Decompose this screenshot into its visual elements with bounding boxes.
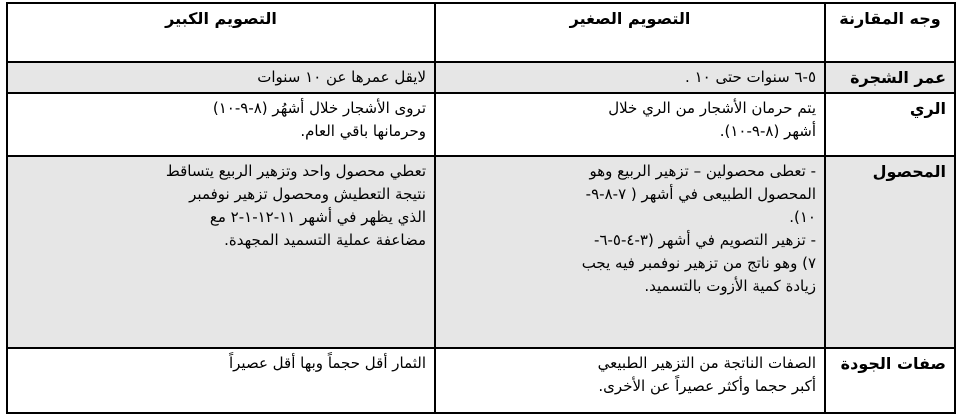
cell-line: الثمار أقل حجماً وبها أقل عصيراً	[228, 354, 426, 373]
cell-line: تعطي محصول واحد وتزهير الربيع يتساقط	[165, 161, 426, 180]
header-cell-small-pruning: التصويم الصغير	[435, 3, 825, 62]
cell-line: ١٠).	[789, 207, 816, 226]
cell-large-pruning	[7, 62, 435, 93]
cell-line: نتيجة التعطيش ومحصول تزهير نوفمبر	[189, 184, 426, 203]
table-row	[7, 156, 955, 348]
row-label: المحصول	[825, 156, 955, 348]
cell-small-pruning	[435, 93, 825, 156]
header-cell-aspect: وجه المقارنة	[825, 3, 955, 62]
row-label: الري	[825, 93, 955, 156]
header-row	[7, 3, 955, 62]
table-row	[7, 93, 955, 156]
cell-line: - تزهير التصويم في أشهر (٣-٤-٥-٦-	[594, 230, 816, 249]
cell-line: ٥-٦ سنوات حتى ١٠ .	[685, 67, 816, 86]
cell-large-pruning	[7, 156, 435, 348]
cell-small-pruning	[435, 156, 825, 348]
cell-line: ٧) وهو ناتج من تزهير نوفمبر فيه يجب	[581, 253, 816, 272]
cell-large-pruning	[7, 93, 435, 156]
table-row	[7, 62, 955, 93]
row-label: عمر الشجرة	[825, 62, 955, 93]
header-cell-large-pruning: التصويم الكبير	[7, 3, 435, 62]
cell-line: زيادة كمية الأزوت بالتسميد.	[644, 276, 816, 295]
cell-line: لايقل عمرها عن ١٠ سنوات	[257, 67, 426, 86]
cell-line: تروى الأشجار خلال أشهُر (٨-٩-١٠)	[212, 99, 426, 118]
cell-line: مضاعفة عملية التسميد المجهدة.	[224, 230, 426, 249]
cell-line: أكبر حجما وأكثر عصيراً عن الأخرى.	[598, 377, 816, 396]
cell-line: أشهر (٨-٩-١٠).	[719, 122, 816, 141]
comparison-table	[6, 2, 956, 414]
cell-line: المحصول الطبيعى في أشهر ( ٧-٨-٩-	[585, 184, 816, 203]
cell-line: - تعطى محصولين – تزهير الربيع وهو	[589, 161, 816, 180]
cell-large-pruning	[7, 348, 435, 413]
cell-small-pruning	[435, 348, 825, 413]
cell-line: يتم حرمان الأشجار من الري خلال	[608, 99, 816, 118]
cell-line: الصفات الناتجة من التزهير الطبيعي	[597, 354, 816, 373]
table-row	[7, 348, 955, 413]
cell-line: الذي يظهر في أشهر ١١-١٢-١-٢ مع	[209, 207, 426, 226]
cell-line: وحرمانها باقي العام.	[300, 122, 426, 141]
cell-small-pruning	[435, 62, 825, 93]
row-label: صفات الجودة	[825, 348, 955, 413]
